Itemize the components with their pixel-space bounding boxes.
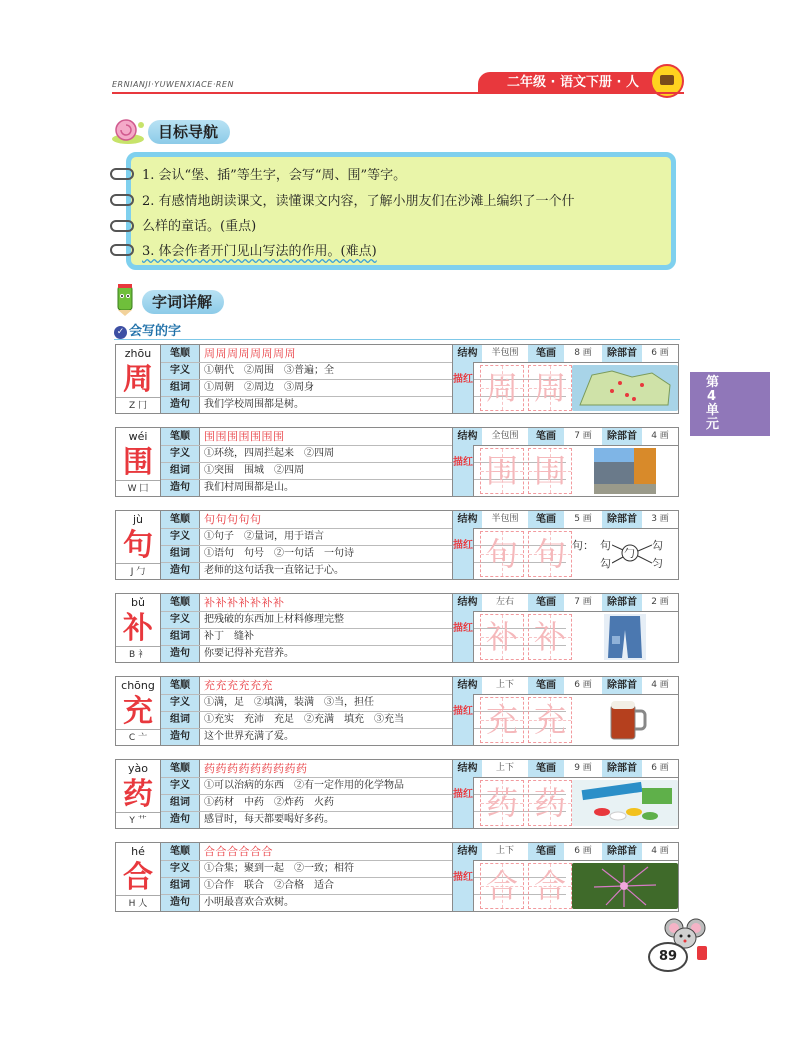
label-radical-strokes: 除部首: [602, 511, 642, 528]
label-radical-strokes: 除部首: [602, 760, 642, 777]
tracing-grid: [480, 448, 524, 494]
label-sentence: 造句: [160, 894, 200, 911]
char-sentence: 你要记得补充营养。: [204, 648, 294, 659]
char-stroke-count: 7 画: [574, 597, 592, 607]
label-words: 组词: [160, 794, 200, 811]
label-meaning: 字义: [160, 445, 200, 462]
label-meaning: 字义: [160, 860, 200, 877]
character-card: [115, 593, 679, 663]
character-card: [115, 842, 679, 912]
label-sentence: 造句: [160, 728, 200, 745]
unit-side-tab: [690, 372, 770, 436]
char-index: Y 艹: [116, 812, 160, 829]
char-sentence: 小明最喜欢合欢树。: [204, 897, 294, 908]
label-structure: 结构: [452, 428, 482, 445]
label-structure: 结构: [452, 511, 482, 528]
unit-tab-line2: 4: [707, 389, 717, 404]
char-radical-strokes: 4 画: [651, 680, 669, 690]
label-structure: 结构: [452, 843, 482, 860]
char-sentence: 我们学校周围都是树。: [204, 399, 304, 410]
unit-tab-line3: 单: [706, 403, 720, 418]
char-pinyin: jù: [132, 513, 144, 526]
char-glyph: 周: [123, 362, 153, 397]
label-radical-strokes: 除部首: [602, 345, 642, 362]
label-stroke-count: 笔画: [528, 594, 564, 611]
label-sentence: 造句: [160, 645, 200, 662]
label-stroke-order: 笔顺: [160, 511, 200, 528]
label-sentence: 造句: [160, 562, 200, 579]
char-words: 补丁 缝补: [204, 631, 254, 642]
header-left-text: ERNIANJI·YUWENXIACE·REN: [112, 80, 234, 89]
label-stroke-order: 笔顺: [160, 345, 200, 362]
char-glyph: 药: [123, 777, 153, 812]
label-stroke-order: 笔顺: [160, 677, 200, 694]
goal-item-2: 2. 有感情地朗读课文，读懂课文内容，了解小朋友们在沙滩上编织了一个什: [142, 194, 575, 209]
char-stroke-count: 7 画: [574, 431, 592, 441]
diagram-char: 勾: [600, 557, 611, 570]
char-radical-strokes: 6 画: [651, 763, 669, 773]
wall-photo: [572, 448, 678, 494]
goal-section-title: 目标导航: [148, 120, 230, 144]
tracing-grid: [480, 365, 524, 411]
label-stroke-count: 笔画: [528, 345, 564, 362]
label-words: 组词: [160, 379, 200, 396]
char-sentence: 老师的这句话我一直铭记于心。: [204, 565, 344, 576]
label-tracing: 描红: [452, 777, 474, 828]
label-structure: 结构: [452, 345, 482, 362]
char-index: H 人: [116, 895, 160, 912]
label-words: 组词: [160, 628, 200, 645]
tracing-char: 合: [485, 867, 518, 905]
stroke-order: 合合合合合合: [204, 845, 273, 858]
label-meaning: 字义: [160, 694, 200, 711]
flower-photo: [572, 863, 678, 909]
pills-photo: [572, 780, 678, 826]
label-stroke-count: 笔画: [528, 760, 564, 777]
char-radical-strokes: 2 画: [651, 597, 669, 607]
diagram-char: 勾: [652, 539, 663, 552]
check-icon: ✓: [114, 326, 127, 339]
char-pinyin: yào: [128, 762, 148, 775]
char-meaning: ①朝代 ②周围 ③普遍；全: [204, 365, 334, 376]
tracing-char: 句: [533, 535, 566, 573]
tracing-char: 药: [485, 784, 518, 822]
character-card: [115, 344, 679, 414]
label-tracing: 描红: [452, 445, 474, 496]
spiral-ring-icon: [110, 168, 134, 180]
character-card: [115, 676, 679, 746]
diagram-lines: [612, 537, 652, 571]
spiral-ring-icon: [110, 220, 134, 232]
char-structure: 半包围: [491, 348, 519, 358]
char-stroke-count: 6 画: [574, 680, 592, 690]
char-index: W 囗: [116, 480, 160, 497]
char-structure: 全包围: [491, 431, 519, 441]
label-stroke-order: 笔顺: [160, 594, 200, 611]
char-index: Z 冂: [116, 397, 160, 414]
label-radical-strokes: 除部首: [602, 428, 642, 445]
char-meaning: ①合集；聚到一起 ②一致；相符: [204, 863, 354, 874]
stroke-order: 句句句句句: [204, 513, 262, 526]
label-sentence: 造句: [160, 479, 200, 496]
header-right-title: 二年级 · 语文下册 · 人: [478, 72, 668, 94]
label-sentence: 造句: [160, 396, 200, 413]
label-words: 组词: [160, 711, 200, 728]
subsection-header: [114, 320, 680, 340]
char-meaning: ①可以治病的东西 ②有一定作用的化学物品: [204, 780, 404, 791]
label-tracing: 描红: [452, 860, 474, 911]
label-structure: 结构: [452, 760, 482, 777]
tracing-grid: [480, 863, 524, 909]
character-card: [115, 759, 679, 829]
subsection-title-text: 会写的字: [129, 324, 182, 339]
stroke-order: 围围围围围围围: [204, 430, 285, 443]
tracing-char: 围: [533, 452, 566, 490]
char-words: ①语句 句号 ②一句话 一句诗: [204, 548, 354, 559]
tracing-grid: [528, 448, 572, 494]
label-radical-strokes: 除部首: [602, 594, 642, 611]
patched-jeans-photo: [572, 614, 678, 660]
label-words: 组词: [160, 545, 200, 562]
char-words: ①合作 联合 ②合格 适合: [204, 880, 334, 891]
label-radical-strokes: 除部首: [602, 677, 642, 694]
goal-item-1: 1. 会认“堡、插”等生字，会写“周、围”等字。: [142, 168, 407, 183]
stroke-order: 补补补补补补补: [204, 596, 285, 609]
subsection-title: [114, 320, 181, 339]
spiral-ring-icon: [110, 244, 134, 256]
words-section-title: 字词详解: [142, 290, 224, 314]
char-stroke-count: 6 画: [574, 846, 592, 856]
label-meaning: 字义: [160, 362, 200, 379]
label-structure: 结构: [452, 594, 482, 611]
char-glyph: 充: [123, 694, 153, 729]
character-card: [115, 427, 679, 497]
beer-mug-photo: [572, 697, 678, 743]
char-glyph: 围: [123, 445, 153, 480]
char-meaning: ①句子 ②量词，用于语言: [204, 531, 324, 542]
tracing-grid: [480, 614, 524, 660]
char-radical-strokes: 4 画: [651, 431, 669, 441]
unit-tab-line4: 元: [706, 417, 720, 432]
diagram-radical: 勹: [624, 547, 635, 560]
tracing-grid: [528, 531, 572, 577]
label-words: 组词: [160, 462, 200, 479]
char-structure: 左右: [495, 597, 514, 607]
char-structure: 上下: [495, 680, 514, 690]
label-meaning: 字义: [160, 611, 200, 628]
map-image: [572, 365, 678, 411]
label-tracing: 描红: [452, 528, 474, 579]
tracing-grid: [528, 697, 572, 743]
header-divider: [112, 92, 684, 94]
tracing-char: 补: [533, 618, 566, 656]
label-stroke-count: 笔画: [528, 511, 564, 528]
stroke-order: 药药药药药药药药药: [204, 762, 308, 775]
tracing-char: 周: [533, 369, 566, 407]
char-words: ①药材 中药 ②炸药 火药: [204, 797, 334, 808]
radical-diagram: [572, 533, 676, 577]
label-stroke-order: 笔顺: [160, 843, 200, 860]
char-words: ①周朝 ②周边 ③周身: [204, 382, 314, 393]
tracing-grid: [480, 697, 524, 743]
label-tracing: 描红: [452, 694, 474, 745]
tracing-char: 合: [533, 867, 566, 905]
pencil-mascot-icon: [108, 282, 142, 316]
char-structure: 上下: [495, 846, 514, 856]
tracing-char: 围: [485, 452, 518, 490]
char-index: J 勹: [116, 563, 160, 580]
goal-item-2-cont: 么样的童话。(重点): [142, 219, 257, 234]
label-stroke-order: 笔顺: [160, 428, 200, 445]
char-pinyin: bǔ: [131, 596, 145, 609]
diagram-char: 句: [600, 539, 611, 552]
page-number: 89: [648, 942, 688, 972]
char-structure: 上下: [495, 763, 514, 773]
char-radical-strokes: 6 画: [651, 348, 669, 358]
char-radical-strokes: 3 画: [651, 514, 669, 524]
char-pinyin: zhōu: [124, 347, 152, 360]
tracing-grid: [528, 863, 572, 909]
char-glyph: 补: [123, 611, 153, 646]
char-radical-strokes: 4 画: [651, 846, 669, 856]
label-tracing: 描红: [452, 611, 474, 662]
label-tracing: 描红: [452, 362, 474, 413]
char-glyph: 合: [123, 860, 153, 895]
label-sentence: 造句: [160, 811, 200, 828]
tracing-grid: [480, 531, 524, 577]
char-sentence: 感冒时，每天都要喝好多药。: [204, 814, 334, 825]
char-index: C 亠: [116, 729, 160, 746]
char-stroke-count: 5 画: [574, 514, 592, 524]
goal-item-3: 3. 体会作者开门见山写法的作用。(难点): [142, 244, 377, 259]
char-sentence: 这个世界充满了爱。: [204, 731, 294, 742]
diagram-label: 句：: [572, 539, 594, 552]
tracing-char: 药: [533, 784, 566, 822]
char-index: B 衤: [116, 646, 160, 663]
label-meaning: 字义: [160, 528, 200, 545]
char-pinyin: hé: [131, 845, 145, 858]
tracing-grid: [528, 614, 572, 660]
tracing-char: 句: [485, 535, 518, 573]
label-radical-strokes: 除部首: [602, 843, 642, 860]
label-stroke-order: 笔顺: [160, 760, 200, 777]
tracing-grid: [528, 365, 572, 411]
stroke-order: 充充充充充充: [204, 679, 273, 692]
character-card: [115, 510, 679, 580]
char-stroke-count: 9 画: [574, 763, 592, 773]
char-pinyin: chōng: [121, 679, 155, 692]
unit-tab-line1: 第: [706, 375, 720, 390]
tracing-char: 周: [485, 369, 518, 407]
char-stroke-count: 8 画: [574, 348, 592, 358]
label-stroke-count: 笔画: [528, 677, 564, 694]
char-meaning: 把残破的东西加上材料修理完整: [204, 614, 344, 625]
char-pinyin: wéi: [128, 430, 148, 443]
tracing-char: 补: [485, 618, 518, 656]
char-words: ①突围 围城 ②四周: [204, 465, 304, 476]
spiral-ring-icon: [110, 194, 134, 206]
tracing-grid: [480, 780, 524, 826]
tracing-char: 充: [485, 701, 518, 739]
tracing-grid: [528, 780, 572, 826]
char-sentence: 我们村周围都是山。: [204, 482, 294, 493]
diagram-char: 匀: [652, 557, 663, 570]
char-meaning: ①满，足 ②填满，装满 ③当，担任: [204, 697, 374, 708]
label-stroke-count: 笔画: [528, 843, 564, 860]
char-glyph: 句: [123, 528, 153, 563]
label-words: 组词: [160, 877, 200, 894]
label-stroke-count: 笔画: [528, 428, 564, 445]
label-structure: 结构: [452, 677, 482, 694]
char-meaning: ①环绕，四周拦起来 ②四周: [204, 448, 334, 459]
snail-icon: [110, 115, 146, 145]
char-structure: 半包围: [491, 514, 519, 524]
tracing-char: 充: [533, 701, 566, 739]
char-words: ①充实 充沛 充足 ②充满 填充 ③充当: [204, 714, 404, 725]
label-meaning: 字义: [160, 777, 200, 794]
stroke-order: 周周周周周周周周: [204, 347, 296, 360]
